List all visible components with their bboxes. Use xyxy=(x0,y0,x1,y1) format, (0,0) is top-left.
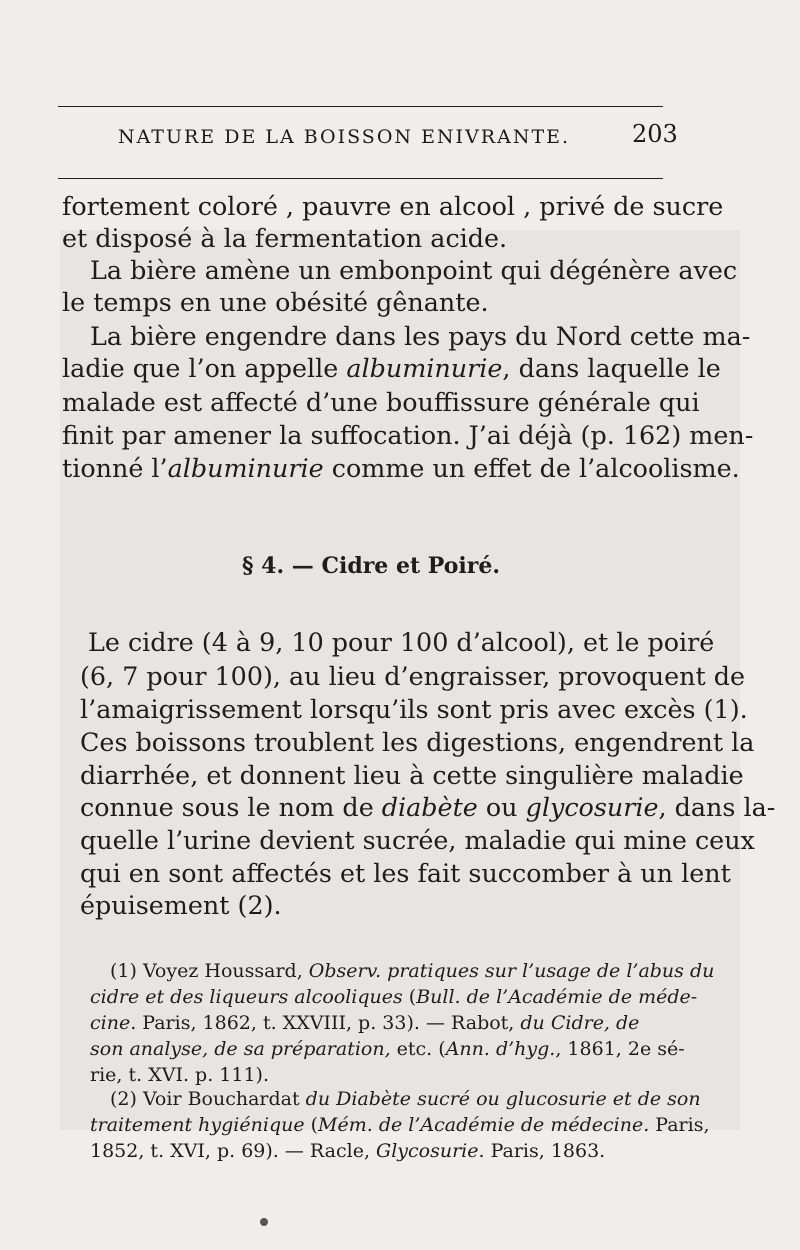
text-line: La bière amène un embonpoint qui dégénère avec xyxy=(90,255,738,285)
text-line: diarrhée, et donnent lieu à cette singulière maladie xyxy=(80,760,744,790)
text-line xyxy=(62,352,721,384)
text-line: épuisement (2). xyxy=(80,890,282,920)
text-run-italic: diabète xyxy=(381,792,478,822)
text-run-italic: cidre et des liqueurs alcooliques xyxy=(90,986,403,1008)
header-title: NATURE DE LA BOISSON ENIVRANTE. xyxy=(118,126,571,148)
text-run-italic: Bull. de l’Académie de méde- xyxy=(416,986,698,1008)
footnote-line xyxy=(90,984,697,1010)
text-run-italic: albuminurie xyxy=(346,353,503,383)
text-line: La bière engendre dans les pays du Nord cette ma- xyxy=(90,321,751,351)
page-number: 203 xyxy=(632,120,678,148)
ink-spot xyxy=(260,1218,268,1226)
text-run: comme un effet de l’alcoolisme. xyxy=(323,453,740,483)
text-run-italic: albuminurie xyxy=(167,453,324,483)
footnote-line xyxy=(90,1036,685,1062)
text-line: (6, 7 pour 100), au lieu d’engraisser, provoquent de xyxy=(80,661,746,691)
text-run-italic: Glycosurie. xyxy=(376,1140,485,1162)
text-run: etc. ( xyxy=(390,1038,446,1060)
text-run: Paris, 1862, t. XXVIII, p. 33). — Rabot, xyxy=(136,1012,521,1034)
text-run-italic: glycosurie xyxy=(525,792,659,822)
text-run: Paris, xyxy=(649,1114,710,1136)
footnote-line xyxy=(90,1138,605,1164)
text-run: Paris, 1863. xyxy=(484,1140,606,1162)
text-run-italic: cine. xyxy=(90,1012,137,1034)
text-run: tionné l’ xyxy=(62,453,168,483)
text-run: , dans laquelle le xyxy=(502,353,721,383)
text-run: (2) Voir Bouchardat xyxy=(110,1088,306,1110)
text-line: et disposé à la fermentation acide. xyxy=(62,223,508,253)
footnote-line xyxy=(90,1112,709,1138)
text-run-italic: du Cidre, de xyxy=(520,1012,640,1034)
text-line xyxy=(80,791,775,823)
footnote-line xyxy=(110,1086,701,1112)
text-run: ( xyxy=(304,1114,319,1136)
text-run: , 1861, 2e sé- xyxy=(555,1038,685,1060)
text-run: , dans la- xyxy=(658,792,776,822)
text-run: 1852, t. XVI, p. 69). — Racle, xyxy=(90,1140,377,1162)
text-run-italic: traitement hygiénique xyxy=(90,1114,305,1136)
footnote-line: rie, t. XVI. p. 111). xyxy=(90,1064,269,1086)
text-run-italic: Mém. de l’Académie de médecine. xyxy=(318,1114,650,1136)
text-line: malade est affecté d’une bouffissure générale qui xyxy=(62,387,700,417)
text-run-italic: son analyse, de sa préparation, xyxy=(90,1038,391,1060)
text-line: finit par amener la suffocation. J’ai déjà (p. 162) men- xyxy=(62,420,754,450)
header-rule-bottom xyxy=(58,178,663,179)
footnote-line xyxy=(90,1010,639,1036)
header-rule-top xyxy=(58,106,663,107)
text-run: connue sous le nom de xyxy=(80,792,382,822)
text-run-italic: Ann. d’hyg. xyxy=(445,1038,556,1060)
text-run: ladie que l’on appelle xyxy=(62,353,339,383)
text-line: Le cidre (4 à 9, 10 pour 100 d’alcool), et le poiré xyxy=(88,627,715,657)
section-title: § 4. — Cidre et Poiré. xyxy=(242,553,500,579)
text-line: l’amaigrissement lorsqu’ils sont pris avec excès (1). xyxy=(80,694,748,724)
text-line xyxy=(62,452,740,484)
text-run: ou xyxy=(477,792,526,822)
text-line: le temps en une obésité gênante. xyxy=(62,287,489,317)
text-line: qui en sont affectés et les fait succomber à un lent xyxy=(80,858,731,888)
text-line: quelle l’urine devient sucrée, maladie qui mine ceux xyxy=(80,825,755,855)
running-header xyxy=(118,120,678,148)
text-run-italic: Observ. pratiques sur l’usage de l’abus du xyxy=(308,960,715,982)
text-run: (1) Voyez Houssard, xyxy=(110,960,309,982)
text-line: Ces boissons troublent les digestions, engendrent la xyxy=(80,727,755,757)
text-run: ( xyxy=(402,986,417,1008)
footnote-line xyxy=(110,958,714,984)
text-run-italic: du Diabète sucré ou glucosurie et de son xyxy=(305,1088,701,1110)
text-line: fortement coloré , pauvre en alcool , privé de sucre xyxy=(62,191,724,221)
